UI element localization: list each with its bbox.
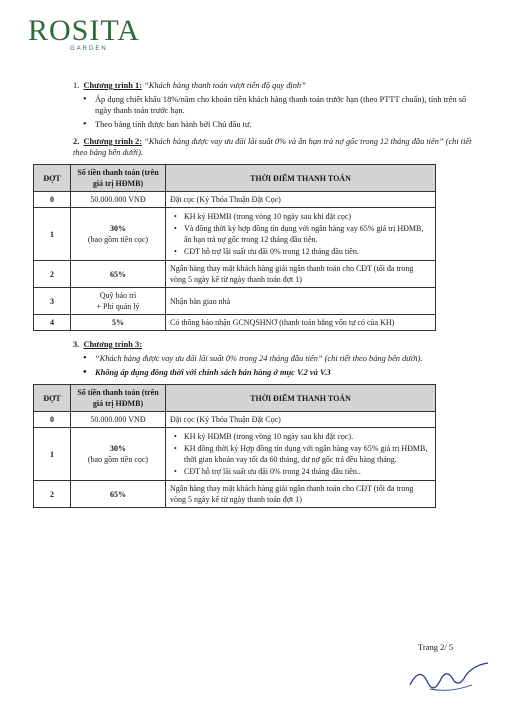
table-row: 4 5% Có thông báo nhận GCNQSHNƠ (thanh toán bằng vốn tự có của KH) [34, 315, 436, 331]
table-row: 0 50.000.000 VNĐ Đặt cọc (Ký Thỏa Thuận Đặt Cọc) [34, 412, 436, 428]
payment-table-2: ĐỢT Số tiền thanh toán (trên giá trị HĐMB) THỜI ĐIỂM THANH TOÁN 0 50.000.000 VNĐ Đặt cọc (Ký Thỏa Thuận Đặt Cọc) 1 30% (bao gồm tiền cọc) • KH ký HĐMB (trong vòng 10 ngày sau khi đặt cọc) • Và đồng thời ký hợp đồng tín dụng với ngân hàng vay 65% giá trị HĐMB, ân hạn trả nợ gốc trong 12 tháng đầu tiên. • CĐT hỗ trợ lãi suất ưu đãi 0% trong 12 tháng đầu tiên. 2 65% Ngân hàng thay mặt khách hàng giải ngân thanh toán cho CĐT (tối đa trong vòng 5 ngày kể từ ngày thanh toán đợt 1) 3 Quỹ bảo trì + Phí quản lý Nhận bàn giao nhà 4 5% Có thông báo nhận GCNQSHNƠ (thanh toán bằng vốn tự có của KH) [33, 164, 436, 331]
table-row: 1 30% (bao gồm tiền cọc) • KH ký HĐMB (trong vòng 10 ngày sau khi đặt cọc). • KH đồng thời ký Hợp đồng tín dụng với ngân hàng vay 65% giá trị HĐMB, thời gian khoản vay tối đa 60 tháng, dư nợ gốc trả đều hàng tháng. • CĐT hỗ trợ lãi suất ưu đãi 0% trong 24 tháng đầu tiên.. [34, 428, 436, 481]
table-row: 2 65% Ngân hàng thay mặt khách hàng giải ngân thanh toán cho CĐT (tối đa trong vòng 5 ngày kể từ ngày thanh toán đợt 1) [34, 261, 436, 288]
section-3-bullet-2: • Không áp dụng đồng thời với chính sách bán hàng ở mục V.2 và V.3 [73, 367, 473, 378]
logo-subtitle: GARDEN [70, 46, 108, 52]
section-1-bullet-2: • Theo bảng tính được ban hành bởi Chủ đầu tư. [73, 119, 473, 130]
section-2-title: 2. Chương trình 2: “Khách hàng được vay ưu đãi lãi suất 0% và ân hạn trả nợ gốc trong 12 tháng đầu tiên” (chi tiết theo bảng bên dưới). [73, 137, 472, 157]
document-body [43, 80, 473, 508]
rosita-logo [14, 8, 140, 52]
section-1-title: 1. Chương trình 1: “Khách hàng thanh toán vượt tiến độ quy định” [73, 81, 306, 90]
section-3-title: 3. Chương trình 3: [73, 340, 142, 349]
table-row: 0 50.000.000 VNĐ Đặt cọc (Ký Thỏa Thuận Đặt Cọc) [34, 192, 436, 208]
section-1-bullet-1: • Áp dụng chiết khấu 18%/năm cho khoản tiền khách hàng thanh toán trước hạn (theo PTTT chuẩn), tính trên số ngày thanh toán trước hạn. [73, 94, 473, 116]
table-row: 2 65% Ngân hàng thay mặt khách hàng giải ngân thanh toán cho CĐT (tối đa trong vòng 5 ngày kể từ ngày thanh toán đợt 1) [34, 481, 436, 508]
section-3-bullet-1: • “Khách hàng được vay ưu đãi lãi suất 0% trong 24 tháng đầu tiên” (chi tiết theo bảng bên dưới). [73, 353, 473, 364]
table-row: 1 30% (bao gồm tiền cọc) • KH ký HĐMB (trong vòng 10 ngày sau khi đặt cọc) • Và đồng thời ký hợp đồng tín dụng với ngân hàng vay 65% giá trị HĐMB, ân hạn trả nợ gốc trong 12 tháng đầu tiên. • CĐT hỗ trợ lãi suất ưu đãi 0% trong 12 tháng đầu tiên. [34, 208, 436, 261]
signature-icon [400, 655, 490, 700]
table-row: 3 Quỹ bảo trì + Phí quản lý Nhận bàn giao nhà [34, 288, 436, 315]
logo-wordmark: ROSITA [28, 14, 140, 47]
page-number: Trang 2/ 5 [418, 642, 454, 652]
payment-table-3: ĐỢT Số tiền thanh toán (trên giá trị HĐMB) THỜI ĐIỂM THANH TOÁN 0 50.000.000 VNĐ Đặt cọc (Ký Thỏa Thuận Đặt Cọc) 1 30% (bao gồm tiền cọc) • KH ký HĐMB (trong vòng 10 ngày sau khi đặt cọc). • KH đồng thời ký Hợp đồng tín dụng với ngân hàng vay 65% giá trị HĐMB, thời gian khoản vay tối đa 60 tháng, dư nợ gốc trả đều hàng tháng. • CĐT hỗ trợ lãi suất ưu đãi 0% trong 24 tháng đầu tiên.. 2 65% Ngân hàng thay mặt khách hàng giải ngân thanh toán cho CĐT (tối đa trong vòng 5 ngày kể từ ngày thanh toán đợt 1) [33, 384, 436, 508]
